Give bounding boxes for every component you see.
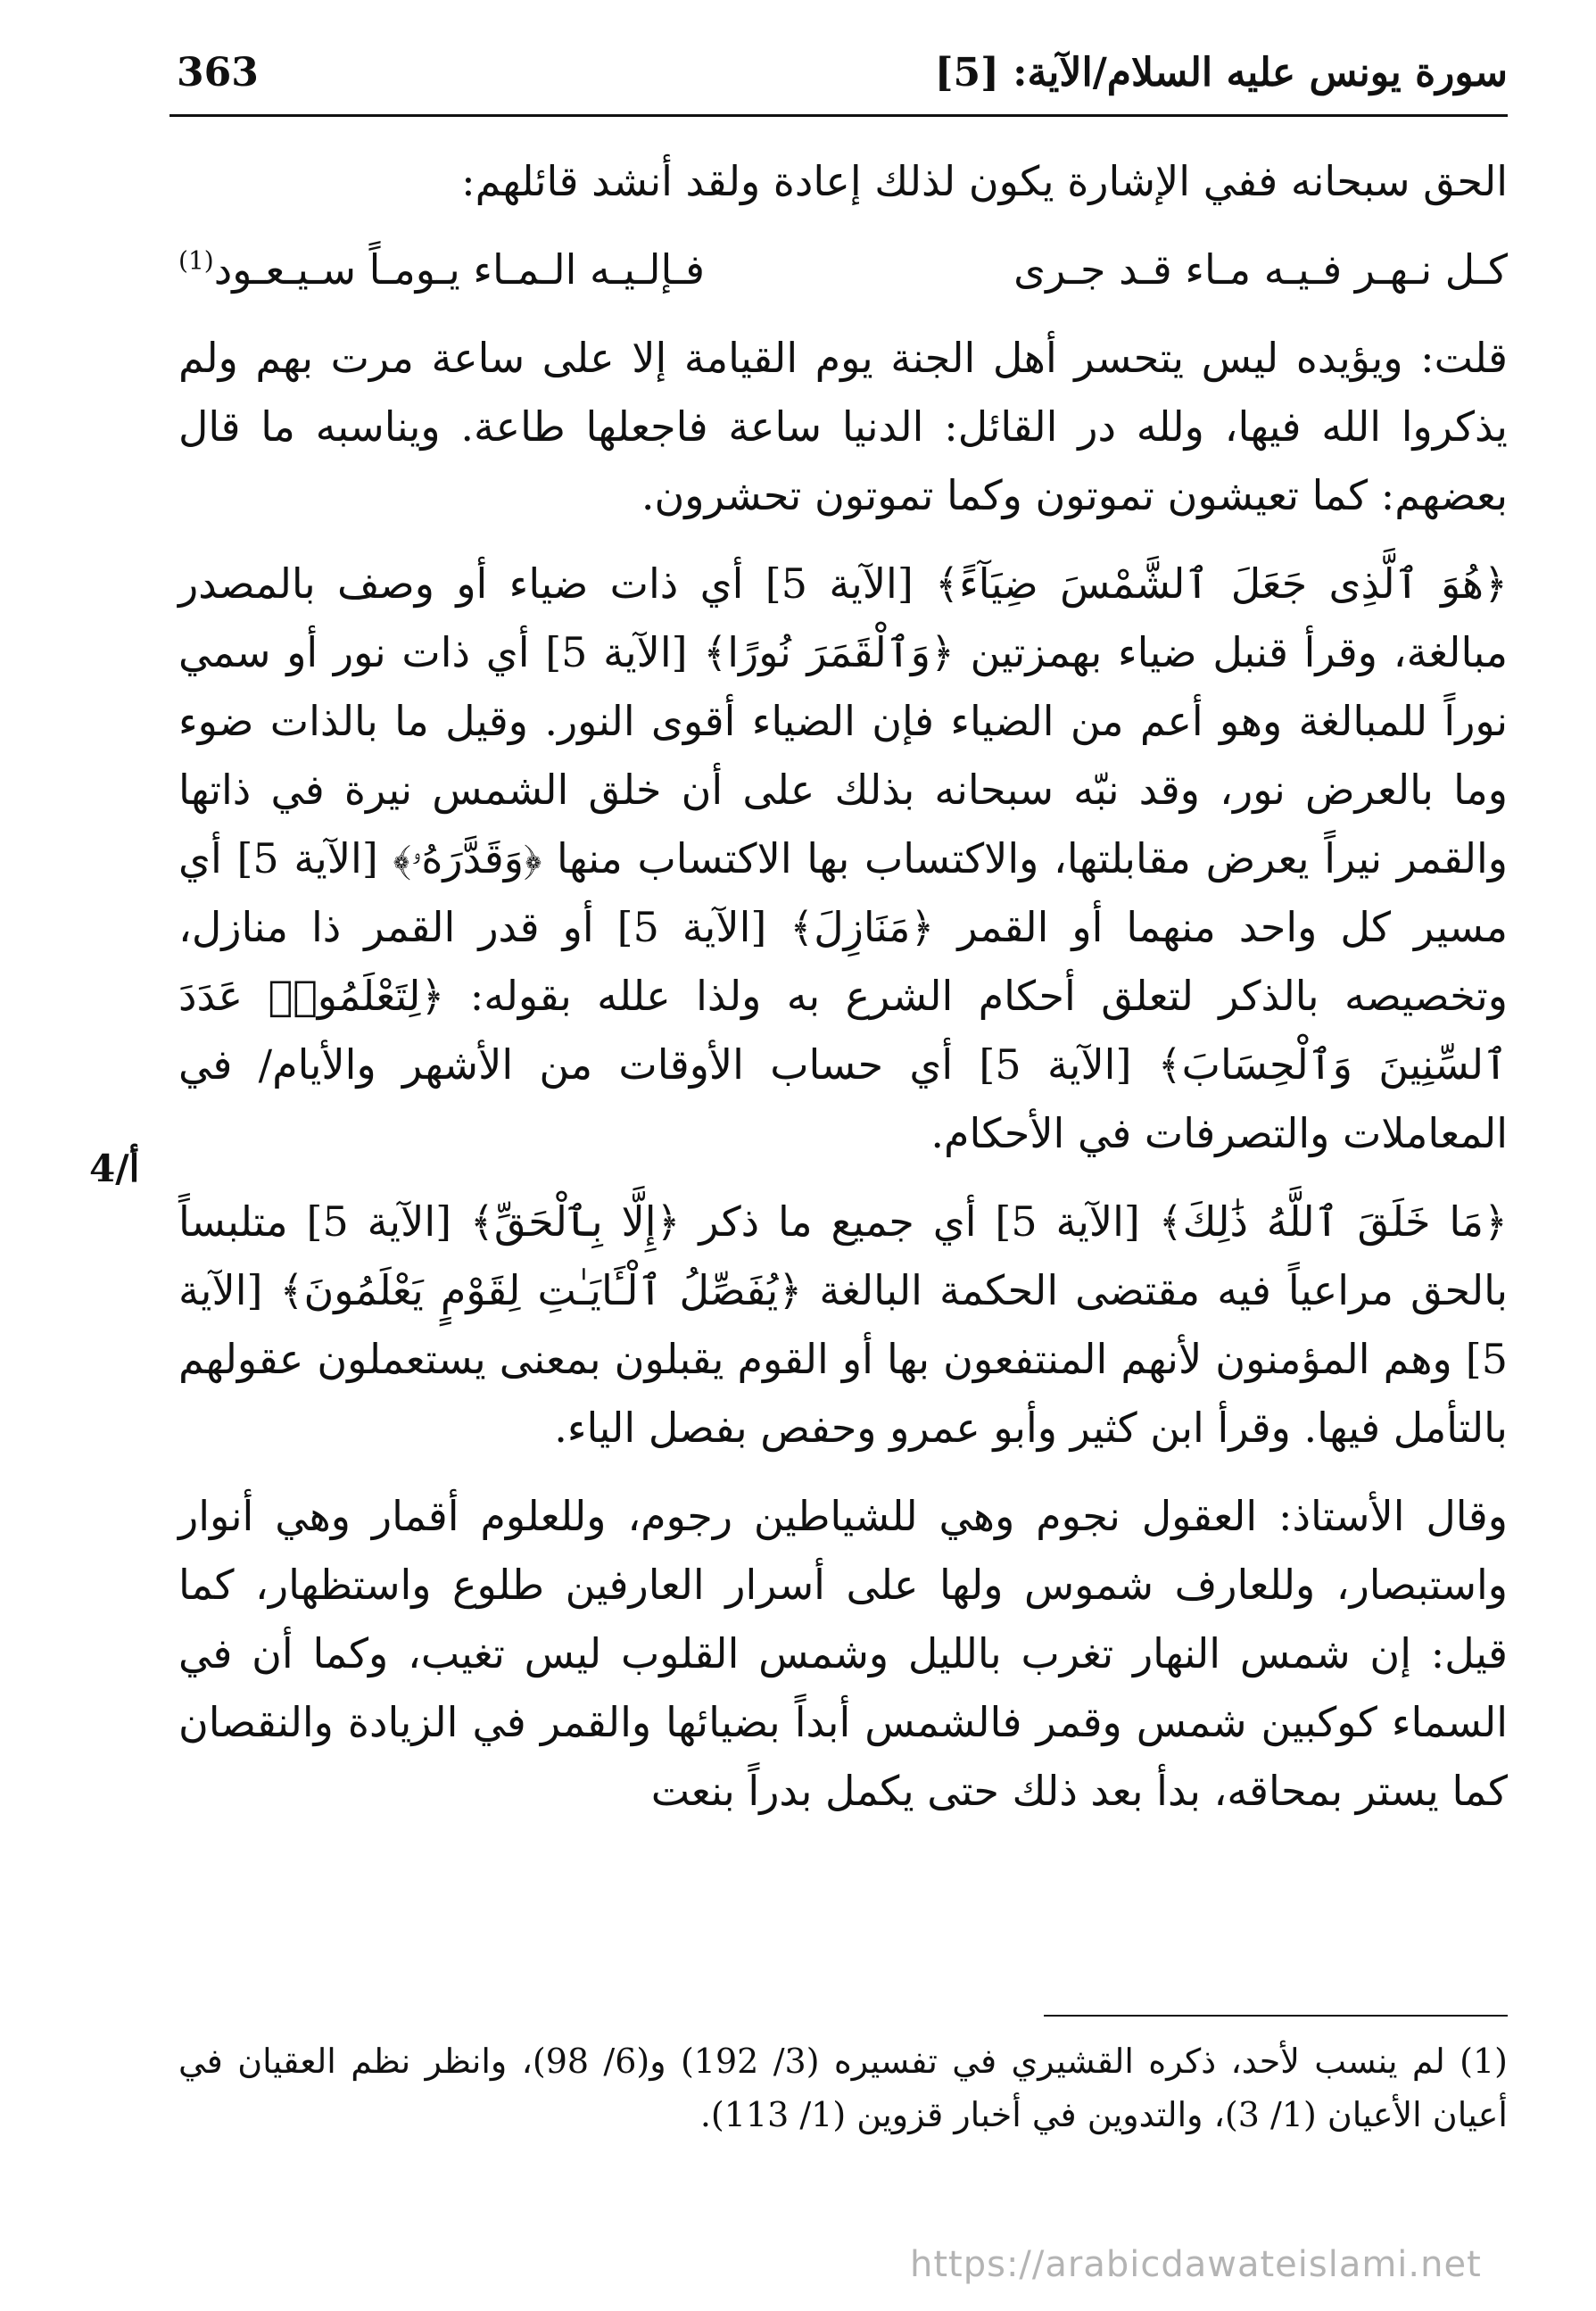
verse-second-hemistich-wrap — [178, 236, 705, 304]
footnote-1: (1) لم ينسب لأحد، ذكره القشيري في تفسيره (3/ 192) و(6/ 98)، وانظر نظم العقيان في أعيان الأعيان (1/ 3)، والتدوين في أخبار قزوين (1/ 113). — [178, 2042, 1508, 2134]
paragraph-4: ﴿مَا خَلَقَ ٱللَّهُ ذَٰلِكَ﴾ [الآية 5] أي جميع ما ذكر ﴿إِلَّا بِٱلْحَقِّ﴾ [الآية 5] متلبساً بالحق مراعياً فيه مقتضى الحكمة البالغة ﴿يُفَصِّلُ ٱلْـَٔايَـٰتِ لِقَوْمٍ يَعْلَمُونَ﴾ [الآية 5] وهم المؤمنون لأنهم المنتفعون بها أو القوم يقبلون بمعنى يستعملون عقولهم بالتأمل فيها. وقرأ ابن كثير وأبو عمرو وحفص بفصل الياء. — [178, 1197, 1508, 1452]
main-text — [178, 147, 1508, 1845]
footnote-marker[interactable]: (1) — [178, 245, 214, 276]
watermark-url: https://arabicdawateislami.net — [910, 2244, 1482, 2285]
verse-second-hemistich: فـإلـيـه الـمـاء يـومـاً سـيـعـود — [213, 245, 706, 294]
footnotes — [178, 2034, 1508, 2141]
footnote-divider — [1044, 2015, 1508, 2017]
verse-first-hemistich: كـل نـهـر فـيـه مـاء قـد جـرى — [1013, 245, 1508, 294]
running-title: سورة يونس عليه السلام/الآية: [5] — [934, 50, 1508, 95]
paragraph-1: الحق سبحانه ففي الإشارة يكون لذلك إعادة ولقد أنشد قائلهم: — [461, 157, 1508, 205]
paragraph-5: وقال الأستاذ: العقول نجوم وهي للشياطين رجوم، وللعلوم أقمار وهي أنوار واستبصار، وللعارف شموس ولها على أسرار العارفين طلوع واستظهار، كما قيل: إن شمس النهار تغرب بالليل وشمس القلوب ليس تغيب، وكما أن في السماء كوكبين شمس وقمر فالشمس أبداً بضيائها والقمر في الزيادة والنقصان كما يستر بمحاقه، بدأ بعد ذلك حتى يكمل بدراً بنعت — [178, 1492, 1508, 1815]
margin-folio-note: 4/أ — [89, 1147, 140, 1190]
paragraph-3: ﴿هُوَ ٱلَّذِى جَعَلَ ٱلشَّمْسَ ضِيَآءً﴾ [الآية 5] أي ذات ضياء أو وصف بالمصدر مبالغة، وقرأ قنبل ضياء بهمزتين ﴿وَٱلْقَمَرَ نُورًا﴾ [الآية 5] أي ذات نور أو سمي نوراً للمبالغة وهو أعم من الضياء فإن الضياء أقوى النور. وقيل ما بالذات ضوء وما بالعرض نور، وقد نبّه سبحانه بذلك على أن خلق الشمس نيرة في ذاتها والقمر نيراً يعرض مقابلتها، والاكتساب بها الاكتساب منها ﴿وَقَدَّرَهُۥ﴾ [الآية 5] أي مسير كل واحد منهما أو القمر ﴿مَنَازِلَ﴾ [الآية 5] أو قدر القمر ذا منازل، وتخصيصه بالذكر لتعلق أحكام الشرع به ولذا علله بقوله: ﴿لِتَعْلَمُوا۟ عَدَدَ ٱلسِّنِينَ وَٱلْحِسَابَ﴾ [الآية 5] أي حساب الأوقات من الأشهر والأيام/ في المعاملات والتصرفات في الأحكام. — [178, 559, 1508, 1157]
page-number: 363 — [177, 50, 259, 95]
page-header — [170, 34, 1508, 117]
paragraph-2: قلت: ويؤيده ليس يتحسر أهل الجنة يوم القيامة إلا على ساعة مرت بهم ولم يذكروا الله فيها، ولله در القائل: الدنيا ساعة فاجعلها طاعة. ويناسبه ما قال بعضهم: كما تعيشون تموتون وكما تموتون تحشرون. — [178, 334, 1508, 519]
poetry-verse — [178, 236, 1508, 304]
